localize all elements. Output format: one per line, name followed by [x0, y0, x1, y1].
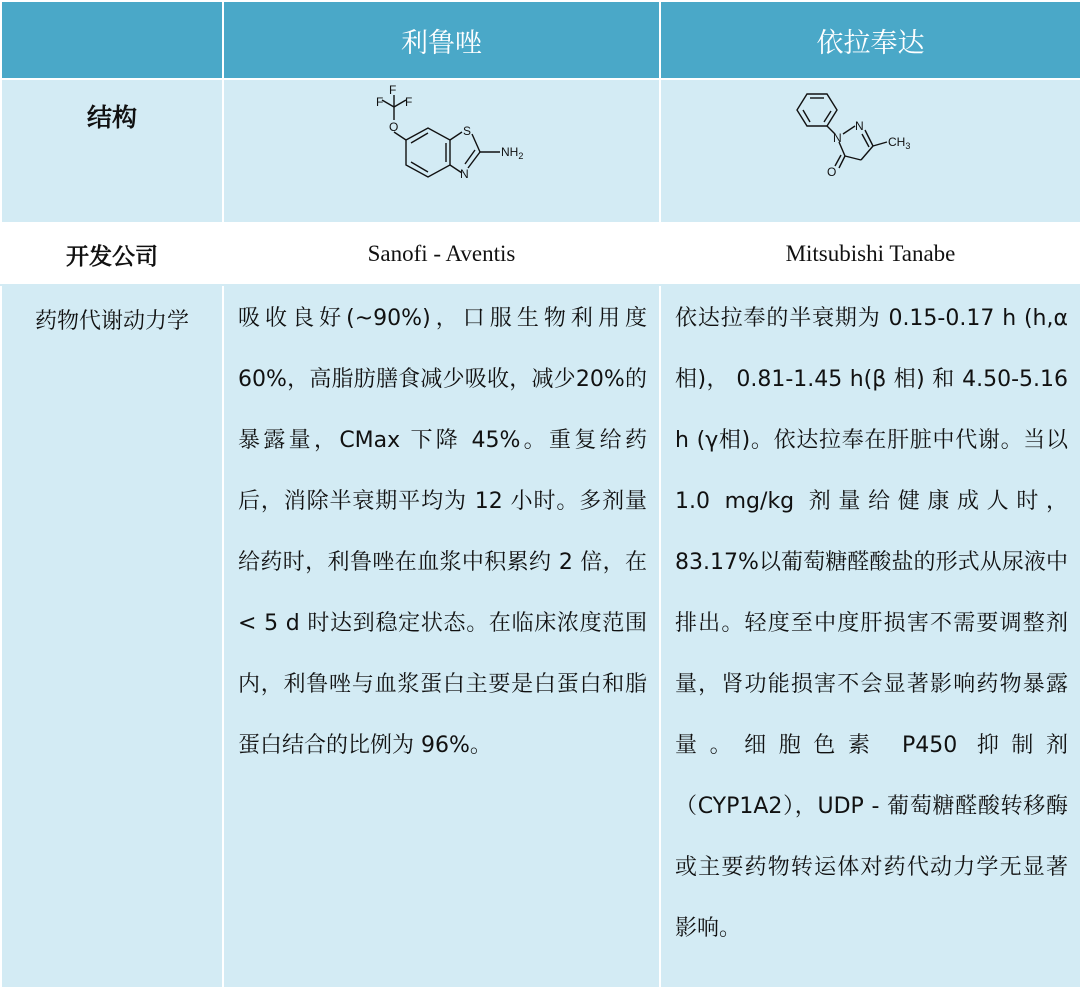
company-row: [1, 223, 1080, 285]
riluzole-company: Sanofi - Aventis: [367, 241, 516, 266]
riluzole-pk-text: 吸收良好(~90%)，口服生物利用度60%，高脂肪膳食减少吸收，减少20%的暴露量，CMax 下降 45%。重复给药后，消除半衰期平均为 12 小时。多剂量给药时，利鲁唑在血浆中积累约 2 倍，在< 5 d 时达到稳定状态。在临床浓度范围内，利鲁唑与血浆蛋白主要是白蛋白和脂蛋白结合的比例为 96%。: [238, 306, 647, 758]
edaravone-atom-o: O: [826, 165, 836, 179]
edaravone-pk-cell: [660, 285, 1080, 988]
riluzole-atom-f3: F: [404, 95, 412, 109]
riluzole-atom-nh2: $NH_2$: [500, 145, 523, 161]
riluzole-atom-s: S: [462, 124, 471, 138]
header-cell-empty: [1, 1, 223, 79]
riluzole-atom-o: O: [388, 120, 398, 134]
edaravone-company: Mitsubishi Tanabe: [785, 241, 956, 266]
header-cell-riluzole: [223, 1, 660, 79]
riluzole-company-cell: [223, 223, 660, 285]
edaravone-company-cell: [660, 223, 1080, 285]
edaravone-atom-n1: N: [832, 131, 842, 145]
edaravone-pk-text: 依达拉奉的半衰期为 0.15-0.17 h (h,α 相)， 0.81-1.45 h(β 相) 和 4.50-5.16 h (γ相)。依达拉奉在肝脏中代谢。当以 1.0 mg/kg 剂量给健康成人时，83.17%以葡萄糖醛酸盐的形式从尿液中排出。轻度至中度肝损害不需要调整剂量，肾功能损害不会显著影响药物暴露量。细胞色素 P450 抑制剂（CYP1A2），UDP - 葡萄糖醛酸转移酶或主要药物转运体对药代动力学无显著影响。: [675, 306, 1068, 941]
pharmacokinetics-label: 药物代谢动力学: [1, 285, 223, 988]
structure-row: [1, 79, 1080, 223]
riluzole-atom-f2: F: [375, 95, 383, 109]
riluzole-structure-cell: [223, 79, 660, 223]
edaravone-atom-n2: N: [854, 119, 864, 133]
riluzole-structure-image: [342, 80, 542, 198]
riluzole-atom-n: N: [459, 167, 469, 181]
structure-label: 结构: [1, 79, 223, 223]
pharmacokinetics-row: [1, 285, 1080, 988]
edaravone-atom-ch3: $CH_3$: [887, 135, 910, 151]
edaravone-structure-image: [771, 80, 971, 198]
header-riluzole: 利鲁唑: [401, 27, 482, 59]
company-label: 开发公司: [1, 223, 223, 285]
header-edaravone: 依拉奉达: [816, 27, 925, 59]
riluzole-atom-f1: F: [388, 83, 396, 97]
header-cell-edaravone: [660, 1, 1080, 79]
edaravone-structure-cell: [660, 79, 1080, 223]
header-row: [1, 1, 1080, 79]
riluzole-pk-cell: [223, 285, 660, 988]
